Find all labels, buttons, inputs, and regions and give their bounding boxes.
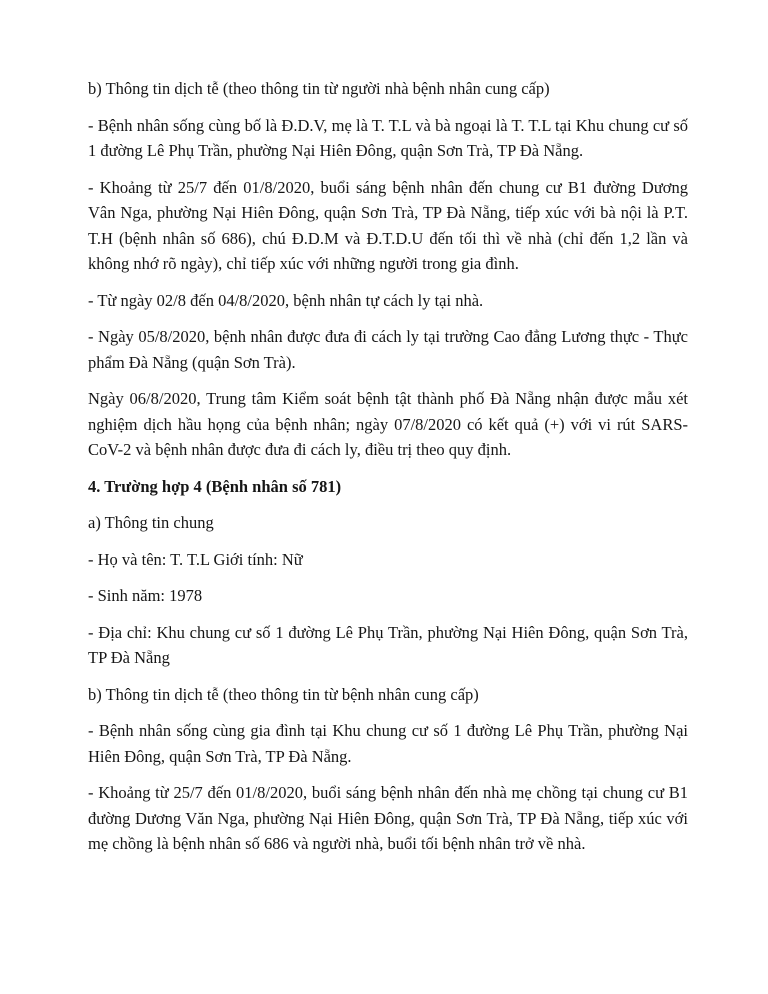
name-gender-paragraph: - Họ và tên: T. T.L Giới tính: Nữ [88, 549, 303, 569]
contact-history-paragraph: - Khoảng từ 25/7 đến 01/8/2020, buổi sáng bệnh nhân đến chung cư B1 đường Dương Vân Nga, phường Nại Hiên Đông, quận Sơn Trà, TP Đà Nẵng, tiếp xúc với bà nội là P.T. T.H (bệnh nhân số 686), chú Đ.D.M và Đ.T.D.U đến tối thì về nhà (chỉ đến 1,2 lần và không nhớ rõ ngày), chỉ tiếp xúc với những người trong gia đình. [88, 177, 688, 273]
residence-info-paragraph-2: - Bệnh nhân sống cùng gia đình tại Khu chung cư số 1 đường Lê Phụ Trần, phường Nại Hiên Đông, quận Sơn Trà, TP Đà Nẵng. [88, 721, 688, 766]
birth-year-paragraph: - Sinh năm: 1978 [88, 586, 203, 605]
case-4-heading: 4. Trường hợp 4 (Bệnh nhân số 781) [88, 476, 342, 496]
test-result-paragraph: Ngày 06/8/2020, Trung tâm Kiểm soát bệnh tật thành phố Đà Nẵng nhận được mẫu xét nghiệm dịch hầu họng của bệnh nhân; ngày 07/8/2020 có kết quả (+) với vi rút SARS-CoV-2 và bệnh nhân được đưa đi cách ly, điều trị theo quy định. [88, 389, 688, 459]
general-info-section-heading: a) Thông tin chung [88, 513, 214, 532]
quarantine-location-paragraph: - Ngày 05/8/2020, bệnh nhân được đưa đi cách ly tại trường Cao đẳng Lương thực - Thực phẩm Đà Nẵng (quận Sơn Trà). [88, 327, 688, 372]
contact-history-paragraph-2: - Khoảng từ 25/7 đến 01/8/2020, buổi sáng bệnh nhân đến nhà mẹ chồng tại chung cư B1 đường Dương Văn Nga, phường Nại Hiên Đông, quận Sơn Trà, TP Đà Nẵng, tiếp xúc với mẹ chồng là bệnh nhân số 686 và người nhà, buổi tối bệnh nhân trở về nhà. [88, 783, 688, 853]
address-paragraph: - Địa chỉ: Khu chung cư số 1 đường Lê Phụ Trần, phường Nại Hiên Đông, quận Sơn Trà, TP Đà Nẵng [88, 622, 688, 667]
epi-info-section-heading-2: b) Thông tin dịch tễ (theo thông tin từ bệnh nhân cung cấp) [88, 684, 479, 704]
self-quarantine-paragraph: - Từ ngày 02/8 đến 04/8/2020, bệnh nhân tự cách ly tại nhà. [88, 290, 484, 310]
epi-info-section-heading: b) Thông tin dịch tễ (theo thông tin từ người nhà bệnh nhân cung cấp) [88, 79, 550, 98]
residence-info-paragraph: - Bệnh nhân sống cùng bố là Đ.D.V, mẹ là T. T.L và bà ngoại là T. T.L tại Khu chung cư số 1 đường Lê Phụ Trần, phường Nại Hiên Đông, quận Sơn Trà, TP Đà Nẵng. [88, 115, 688, 160]
